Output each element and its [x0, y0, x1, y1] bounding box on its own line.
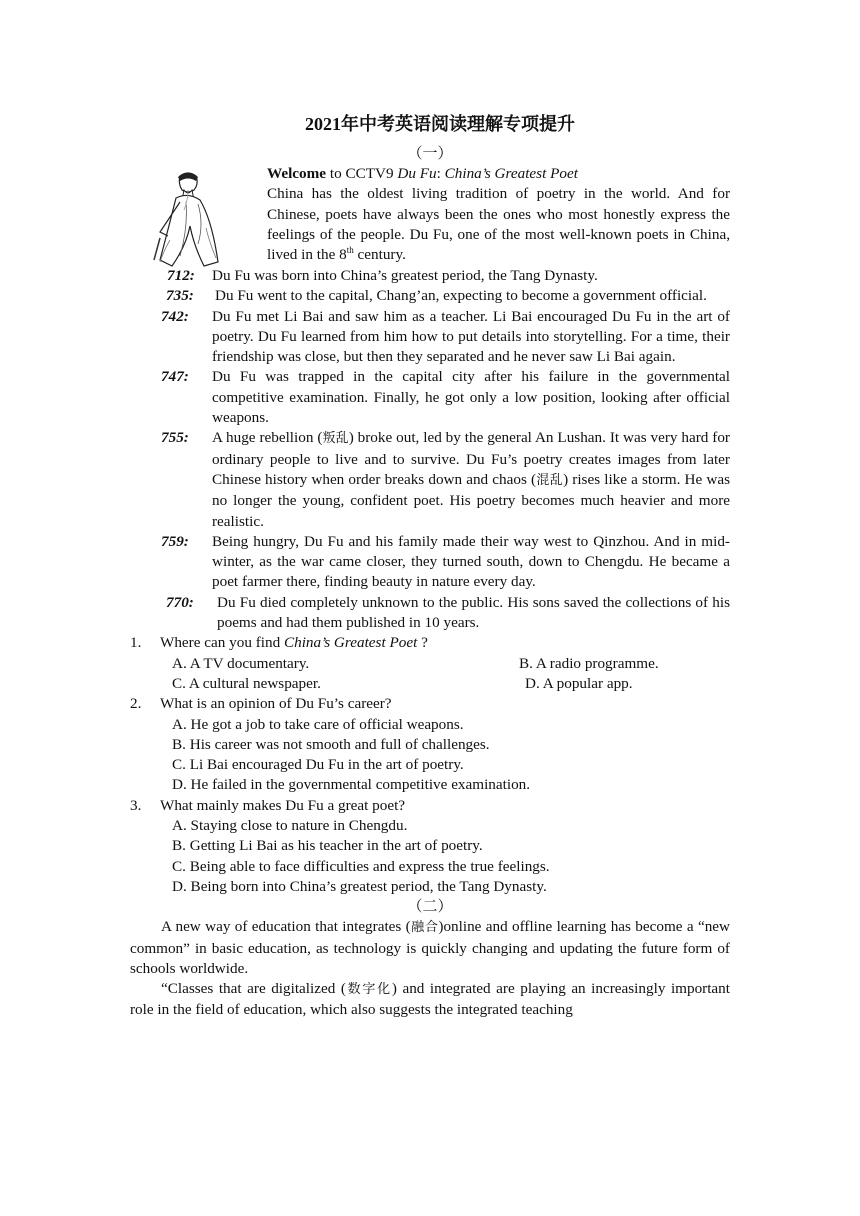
option-row	[130, 654, 730, 674]
question-number: 1.	[130, 634, 142, 652]
timeline-year: 735:	[166, 287, 194, 305]
timeline-year: 770:	[166, 593, 194, 611]
timeline-year: 712:	[167, 267, 195, 284]
option-d[interactable]: D. He failed in the governmental competitive examination.	[172, 776, 531, 794]
paragraph-text: )online and offline learning has become a “new common” in basic education, as technology is quickly changing and updating the future form of schools worldwide.	[130, 918, 730, 977]
option-d[interactable]: D. Being born into China’s greatest period, the Tang Dynasty.	[172, 877, 547, 895]
question-stem: Where can you find	[160, 634, 284, 652]
timeline-text: Being hungry, Du Fu and his family made their way west to Qinzhou. And in mid-winter, as the war came closer, they turned south, down to Chengdu. He became a poet farmer there, finding beauty in nature every day.	[212, 532, 730, 591]
question-stem: What mainly makes Du Fu a great poet?	[160, 796, 406, 814]
document-page	[130, 112, 730, 1021]
intro-text	[267, 164, 730, 265]
option-a[interactable]: A. Staying close to nature in Chengdu.	[172, 817, 408, 835]
option-b[interactable]: B. A radio programme.	[519, 654, 659, 672]
question-number: 3.	[130, 796, 142, 814]
timeline-text: ) broke out, led by the general An Lushan. It was very hard for ordinary people to live and to survive. Du Fu’s poetry creates images from later Chinese history when order breaks down and chaos (	[212, 429, 730, 488]
question-3	[130, 796, 730, 816]
timeline-entry-759	[130, 532, 730, 593]
intro-body: China has the oldest living tradition of poetry in the world. And for Chinese, poets have always been the ones who most honestly express the feelings of the people. Du Fu, one of the most well-known poets in China, lived in the 8	[267, 185, 730, 264]
option-c[interactable]: C. Li Bai encouraged Du Fu in the art of poetry.	[172, 756, 464, 774]
question-stem-end: ?	[417, 634, 428, 652]
show-name-part-a: Du Fu	[397, 165, 437, 182]
option-row	[130, 674, 730, 694]
paragraph-cjk-gloss: 数字化	[345, 982, 392, 998]
option-a[interactable]: A. He got a job to take care of official weapons.	[172, 715, 464, 733]
question-number: 2.	[130, 695, 142, 713]
passage2-paragraph-2	[130, 979, 730, 1021]
question-stem: What is an opinion of Du Fu’s career?	[160, 695, 392, 713]
intro-superscript: th	[346, 245, 354, 256]
timeline-entry-735	[130, 286, 730, 306]
timeline-year: 759:	[161, 532, 189, 550]
paragraph-text: “Classes that are digitalized (	[161, 980, 346, 998]
intro-block	[130, 164, 730, 266]
section-heading-1: （一）	[407, 146, 453, 162]
timeline-entry-770	[130, 593, 730, 634]
question-1	[130, 633, 730, 653]
section-heading-2: （二）	[407, 899, 453, 916]
timeline-text: A huge rebellion (	[212, 429, 323, 447]
timeline-year: 747:	[161, 368, 189, 386]
option-b[interactable]: B. His career was not smooth and full of challenges.	[172, 735, 490, 753]
welcome-word: Welcome	[267, 165, 327, 182]
question-2	[130, 694, 730, 714]
intro-body-end: century.	[353, 246, 406, 264]
timeline-text: Du Fu was trapped in the capital city after his failure in the governmental competitive examination. Finally, he got only a low position, looking after official weapons.	[212, 368, 730, 427]
page-title: 2021年中考英语阅读理解专项提升	[305, 114, 575, 134]
option-b[interactable]: B. Getting Li Bai as his teacher in the art of poetry.	[172, 837, 483, 855]
timeline-text: Du Fu died completely unknown to the public. His sons saved the collections of his poems and had them published in 10 years.	[217, 593, 730, 632]
timeline-text: Du Fu went to the capital, Chang’an, expecting to become a government official.	[215, 287, 707, 305]
timeline-entry-747	[130, 367, 730, 428]
passage2-paragraph-1	[130, 917, 730, 979]
timeline-cjk-gloss: 混乱	[536, 472, 564, 488]
show-name-part-b: China’s Greatest Poet	[444, 165, 578, 182]
show-name-separator: :	[436, 165, 445, 182]
timeline-text: ) rises like a storm. He was no longer the young, confident poet. His poetry becomes much heavier and more realistic.	[212, 470, 730, 530]
option-a[interactable]: A. A TV documentary.	[172, 654, 310, 672]
option-d[interactable]: D. A popular app.	[525, 674, 633, 692]
paragraph-cjk-gloss: 融合	[410, 920, 439, 936]
paragraph-text: ) and integrated are playing an increasingly important role in the field of education, which also suggests the integrated teaching	[130, 980, 730, 1019]
timeline-entry-755	[130, 428, 730, 531]
timeline-text: Du Fu met Li Bai and saw him as a teacher. Li Bai encouraged Du Fu in the art of poetry. Du Fu learned from him how to put details into storytelling. For a time, their friendship was close, but then they separated and he never saw Li Bai again.	[212, 307, 730, 366]
timeline-text: Du Fu was born into China’s greatest period, the Tang Dynasty.	[212, 267, 598, 284]
question-stem-title: China’s Greatest Poet	[283, 634, 418, 652]
paragraph-text: A new way of education that integrates (	[161, 918, 411, 936]
du-fu-portrait-illustration	[140, 168, 236, 268]
timeline-entry-712	[130, 266, 730, 286]
welcome-rest: to CCTV9	[326, 165, 398, 182]
timeline-year: 755:	[161, 429, 189, 447]
timeline-cjk-gloss: 叛乱	[322, 431, 349, 447]
option-c[interactable]: C. A cultural newspaper.	[172, 674, 321, 692]
option-c[interactable]: C. Being able to face difficulties and express the true feelings.	[172, 857, 550, 875]
timeline-year: 742:	[161, 307, 189, 325]
timeline-entry-742	[130, 307, 730, 368]
